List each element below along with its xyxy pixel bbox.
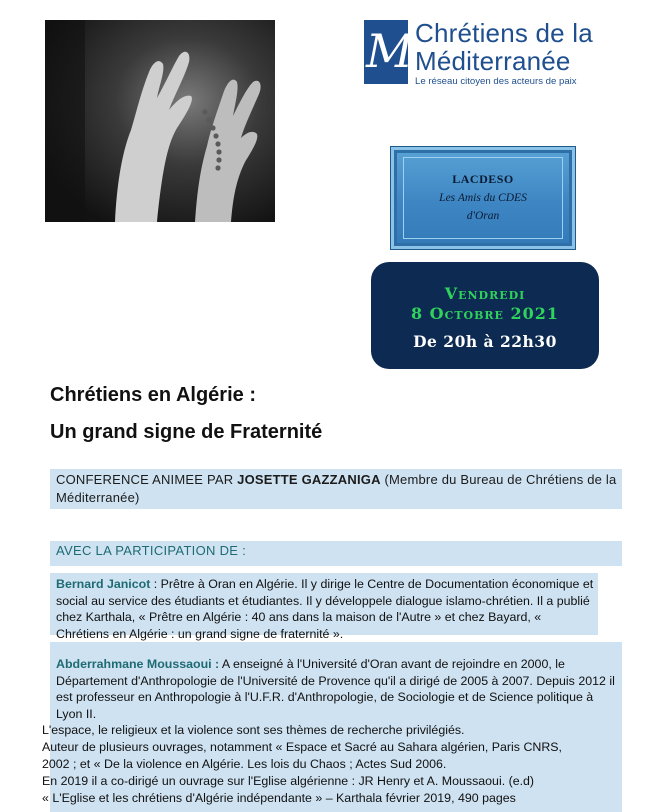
conference-host: JOSETTE GAZZANIGA bbox=[237, 472, 381, 487]
event-day: Vendredi bbox=[444, 284, 526, 303]
organizer-name: LACDESO bbox=[452, 172, 514, 186]
bio-line: L'espace, le religieux et la violence sont ses thèmes de recherche privilégiés. bbox=[42, 723, 465, 737]
praying-hands-image bbox=[45, 20, 275, 222]
speaker-bio: : Prêtre à Oran en Algérie. Il y dirige le Centre de Documentation économique et social au service des étudiants et étudiantes. Il y développele dialogue islamo-chrétien. Il a publié chez Karthala, « Prêtre en Algérie : 40 ans dans la maison de l'Autre » et chez Bayard, « Chrétiens en Algérie : un grand signe de fraternité ». bbox=[56, 577, 594, 641]
conference-prefix: CONFERENCE ANIMEE PAR bbox=[56, 472, 238, 487]
logo-tagline: Le réseau citoyen des acteurs de paix bbox=[415, 76, 577, 87]
page-title-line1: Chrétiens en Algérie : bbox=[50, 384, 256, 406]
conference-text bbox=[56, 471, 620, 507]
page-title-line2: Un grand signe de Fraternité bbox=[50, 421, 323, 443]
event-time: De 20h à 22h30 bbox=[413, 332, 557, 351]
speaker-name: Bernard Janicot bbox=[56, 577, 151, 591]
conference-suffix: (Membre du Bureau de Chrétiens de la Méditerranée) bbox=[56, 472, 617, 505]
logo-letter: M bbox=[366, 24, 414, 78]
event-date: 8 Octobre 2021 bbox=[410, 304, 560, 323]
event-date-box bbox=[371, 262, 599, 369]
bio-line: En 2019 il a co-dirigé un ouvrage sur l'Eglise algérienne : JR Henry et A. Moussaoui. (e.d) bbox=[42, 774, 535, 788]
logo-line1: Chrétiens de la bbox=[415, 18, 593, 48]
bio-line: 2002 ; et « De la violence en Algérie. Les lois du Chaos ; Actes Sud 2006. bbox=[42, 757, 447, 771]
organizer-city: d'Oran bbox=[466, 210, 500, 222]
speaker-bio: A enseigné à l'Université d'Oran avant de rejoindre en 2000, le Département d'Anthropologie de l'Université de Provence qu'il a dirigé de 2005 à 2007. Depuis 2012 il est professeur en Anthropologie à l'U.F.R. d'Anthropologie, de Sociologie et de Science politique à Lyon II. bbox=[56, 657, 615, 721]
organizer-subtitle: Les Amis du CDES bbox=[439, 192, 527, 204]
bio-line: « L'Eglise et les chrétiens d'Algérie indépendante » – Karthala février 2019, 490 pages bbox=[42, 791, 516, 805]
speaker-paragraph bbox=[56, 576, 596, 642]
speaker-name: Abderrahmane Moussaoui : bbox=[56, 657, 220, 671]
praying-hands-photo bbox=[45, 20, 275, 222]
participation-heading: AVEC LA PARTICIPATION DE : bbox=[56, 543, 247, 558]
speaker-paragraph bbox=[56, 656, 621, 722]
chretiens-mediterranee-logo bbox=[364, 20, 634, 90]
bio-line: Auteur de plusieurs ouvrages, notamment « Espace et Sacré au Sahara algérien, Paris CNRS, bbox=[42, 740, 562, 754]
logo-line2: Méditerranée bbox=[415, 46, 571, 76]
logo-mark bbox=[364, 20, 414, 84]
organizer-box bbox=[390, 146, 576, 250]
